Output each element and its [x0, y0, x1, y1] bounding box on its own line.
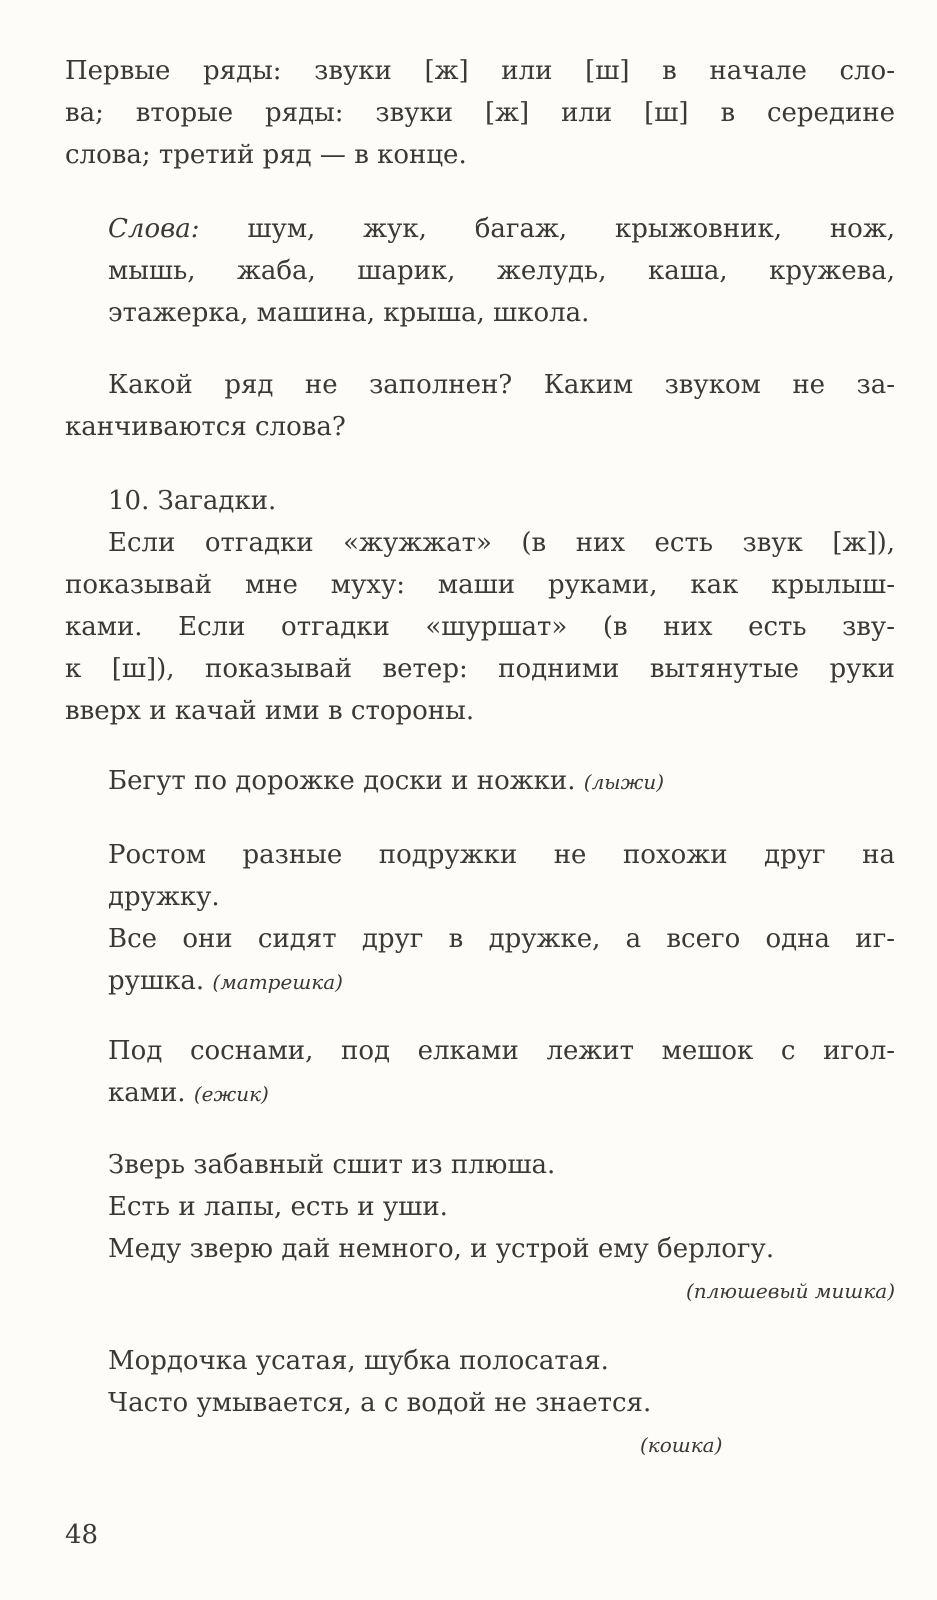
riddle-5 — [108, 1340, 895, 1466]
text-line: Меду зверю дай немного, и устрой ему берлогу. — [108, 1234, 775, 1264]
text-line: Если отгадки «жужжат» (в них есть звук [ж]), — [108, 528, 895, 558]
text-line: Все они сидят друг в дружке, а всего одна иг- — [108, 924, 895, 954]
text-line: Часто умывается, а с водой не знается. — [108, 1388, 652, 1418]
words-list — [108, 208, 895, 334]
text-line: ками. (ежик) — [108, 1078, 269, 1108]
section-title: 10. Загадки. — [108, 486, 277, 516]
text-line: Бегут по дорожке доски и ножки. (лыжи) — [108, 766, 665, 796]
text-line: этажерка, машина, крыша, школа. — [108, 298, 590, 328]
text-line: Какой ряд не заполнен? Каким звуком не за- — [108, 370, 895, 400]
riddle-answer: (матрешка) — [212, 970, 343, 994]
riddle-1 — [108, 760, 895, 802]
text-line: Под соснами, под елками лежит мешок с игол- — [108, 1036, 895, 1066]
riddle-answer: (кошка) — [640, 1433, 723, 1457]
riddle-3 — [108, 1030, 895, 1114]
page-number: 48 — [65, 1520, 99, 1550]
text-line: показывай мне муху: маши руками, как крылыш- — [65, 570, 895, 600]
text-line: Есть и лапы, есть и уши. — [108, 1192, 448, 1222]
text-line: Зверь забавный сшит из плюша. — [108, 1150, 556, 1180]
words-label: Слова: — [108, 214, 200, 244]
text-line: рушка. (матрешка) — [108, 966, 343, 996]
riddle-2 — [108, 834, 895, 1002]
riddle-answer: (лыжи) — [583, 770, 665, 794]
text-line: вверх и качай ими в стороны. — [65, 696, 475, 726]
text-line: Первые ряды: звуки [ж] или [ш] в начале сло- — [65, 56, 895, 86]
riddle-4 — [108, 1144, 895, 1312]
text-line: Слова: шум, жук, багаж, крыжовник, нож, — [108, 214, 895, 244]
intro-paragraph — [65, 50, 895, 176]
text-line: канчиваются слова? — [65, 412, 346, 442]
text-line: Мордочка усатая, шубка полосатая. — [108, 1346, 609, 1376]
text-line: ками. Если отгадки «шуршат» (в них есть зву- — [65, 612, 895, 642]
text-line: дружку. — [108, 882, 220, 912]
riddles-section — [65, 480, 895, 732]
text-line: к [ш]), показывай ветер: подними вытянутые руки — [65, 654, 895, 684]
text-line: ва; вторые ряды: звуки [ж] или [ш] в середине — [65, 98, 895, 128]
text-line: Ростом разные подружки не похожи друг на — [108, 840, 895, 870]
text-line: мышь, жаба, шарик, желудь, каша, кружева, — [108, 256, 895, 286]
riddle-answer: (ежик) — [193, 1082, 269, 1106]
question-paragraph — [65, 364, 895, 448]
riddle-answer: (плюшевый мишка) — [685, 1279, 895, 1303]
text-line: слова; третий ряд — в конце. — [65, 140, 467, 170]
